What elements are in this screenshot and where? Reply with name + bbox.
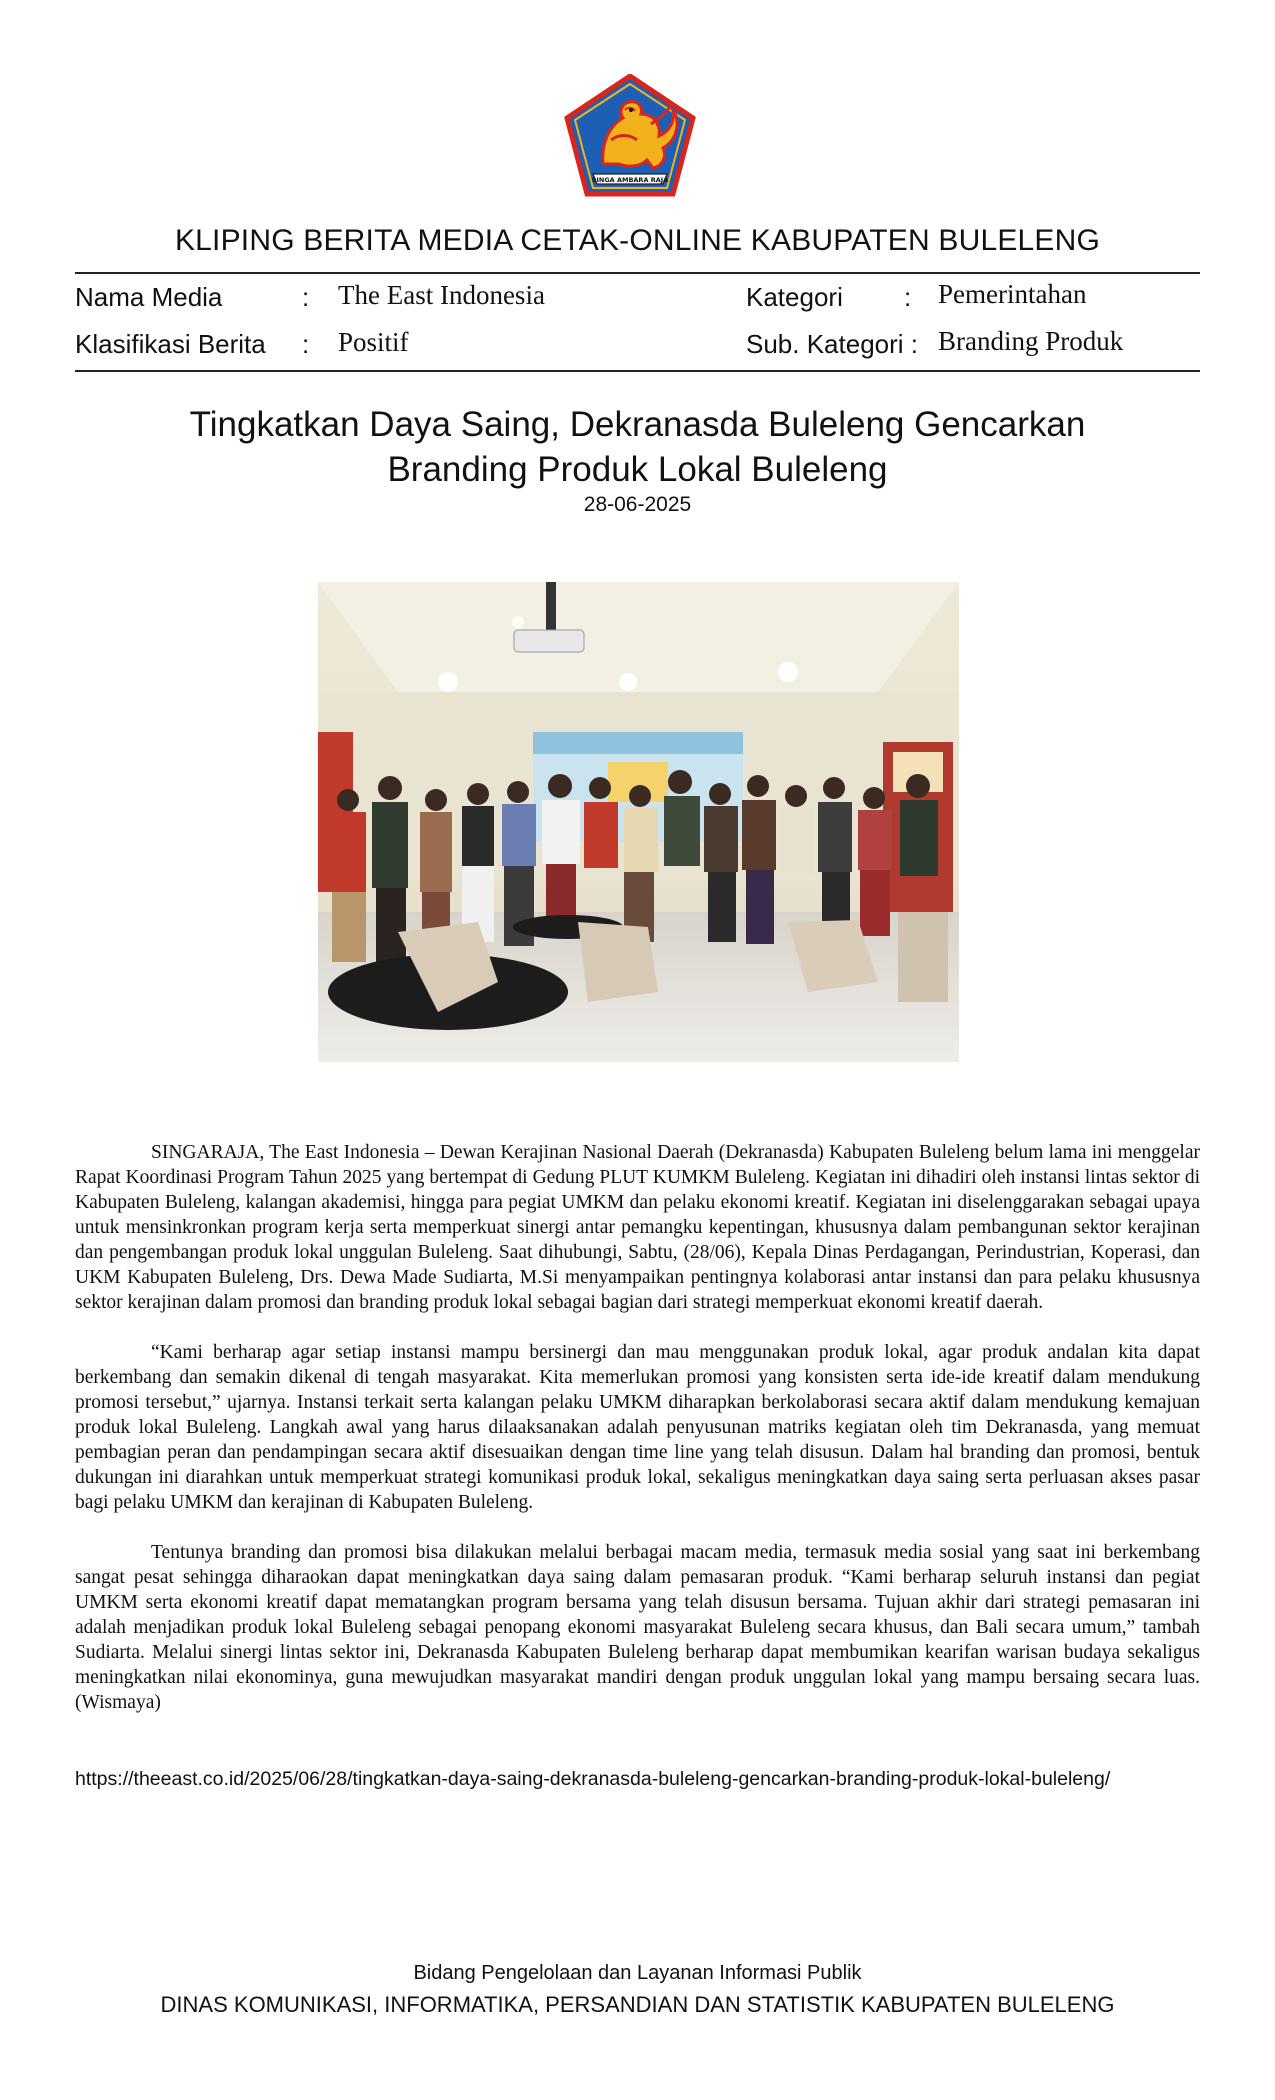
kategori-colon: : <box>904 282 912 312</box>
header-bottom-rule <box>75 370 1200 372</box>
footer-department: Bidang Pengelolaan dan Layanan Informasi Publik <box>413 1962 862 1984</box>
nama-media-colon: : <box>302 282 310 312</box>
article-title <box>130 402 1145 492</box>
article-title-line-1: Tingkatkan Daya Saing, Dekranasda Buleleng Gencarkan <box>189 405 1086 444</box>
article-paragraph-1: SINGARAJA, The East Indonesia – Dewan Kerajinan Nasional Daerah (Dekranasda) Kabupaten Buleleng belum lama ini menggelar Rapat Koordinasi Program Tahun 2025 yang bertempat di Gedung PLUT KUMKM Buleleng. Kegiatan ini dihadiri oleh instansi lintas sektor di Kabupaten Buleleng, kalangan akademisi, hingga para pegiat UMKM dan pelaku ekonomi kreatif. Kegiatan ini diselenggarakan sebagai upaya untuk mensinkronkan program kerja serta memperkuat sinergi antar pemangku kepentingan, khususnya dalam pembangunan sektor kerajinan dan pengembangan produk lokal unggulan Buleleng. Saat dihubungi, Sabtu, (28/06), Kepala Dinas Perdagangan, Perindustrian, Koperasi, dan UKM Kabupaten Buleleng, Drs. Dewa Made Sudiarta, M.Si menyampaikan pentingnya kolaborasi antar instansi dan para pelaku khususnya sektor kerajinan dalam promosi dan branding produk lokal sebagai bagian dari strategi memperkuat ekonomi kreatif daerah. <box>75 1142 1200 1313</box>
article-body <box>75 1140 1200 1740</box>
clipping-header-title: KLIPING BERITA MEDIA CETAK-ONLINE KABUPATEN BULELENG <box>174 224 1101 257</box>
kategori-value: Pemerintahan <box>938 279 1087 309</box>
klasifikasi-label: Klasifikasi Berita <box>75 329 266 359</box>
footer-agency: DINAS KOMUNIKASI, INFORMATIKA, PERSANDIAN DAN STATISTIK KABUPATEN BULELENG <box>160 1992 1115 2017</box>
news-photo <box>318 582 959 1062</box>
article-title-line-2: Branding Produk Lokal Buleleng <box>387 450 888 489</box>
kabupaten-buleleng-logo <box>563 74 697 198</box>
logo-motto: SINGA AMBARA RAJA <box>591 176 669 184</box>
article-paragraph-3: Tentunya branding dan promosi bisa dilakukan melalui berbagai macam media, termasuk media sosial yang saat ini berkembang sangat pesat sehingga diharaokan dapat meningkatkan daya saing dalam pemasaran produk. “Kami berharap seluruh instansi dan pegiat UMKM serta ekonomi kreatif dapat mematangkan program bersama yang telah disusun bersama. Tujuan akhir dari strategi pemasaran ini adalah menjadikan produk lokal Buleleng sebagai penopang ekonomi masyarakat Buleleng secara khusus, dan Bali secara umum,” tambah Sudiarta. Melalui sinergi lintas sektor ini, Dekranasda Kabupaten Buleleng berharap dapat membumikan kearifan warisan budaya sekaligus meningkatkan nilai ekonominya, guna mewujudkan masyarakat mandiri dengan produk unggulan lokal yang mampu bersaing secara luas.(Wismaya) <box>75 1542 1200 1713</box>
kategori-label: Kategori <box>746 282 843 312</box>
klasifikasi-value: Positif <box>338 327 409 357</box>
nama-media-value: The East Indonesia <box>338 280 545 310</box>
klasifikasi-colon: : <box>302 329 310 359</box>
nama-media-label: Nama Media <box>75 282 223 312</box>
header-top-rule <box>75 272 1200 274</box>
article-date: 28-06-2025 <box>583 493 692 516</box>
source-url-link[interactable]: https://theeast.co.id/2025/06/28/tingkatkan-daya-saing-dekranasda-buleleng-gencarkan-branding-produk-lokal-buleleng/ <box>75 1768 1111 1790</box>
sub-kategori-label: Sub. Kategori : <box>746 329 918 359</box>
article-paragraph-2: “Kami berharap agar setiap instansi mampu bersinergi dan mau menggunakan produk lokal, agar produk andalan kita dapat berkembang dan semakin dikenal di tengah masyarakat. Kita memerlukan promosi yang konsisten serta ide-ide kreatif dalam mendukung promosi tersebut,” ujarnya. Instansi terkait serta kalangan pelaku UMKM diharapkan berkolaborasi secara aktif dalam mendukung kemajuan produk lokal Buleleng. Langkah awal yang harus dilaaksanakan adalah penyusunan matriks kegiatan oleh tim Dekranasda, yang memuat pembagian peran dan pendampingan secara aktif disesuaikan dengan time line yang telah disusun. Dalam hal branding dan promosi, bentuk dukungan ini diarahkan untuk memperkuat strategi komunikasi produk lokal, sekaligus meningkatkan daya saing serta perluasan akses pasar bagi pelaku UMKM dan kerajinan di Kabupaten Buleleng. <box>75 1342 1200 1513</box>
sub-kategori-value: Branding Produk <box>938 326 1124 356</box>
